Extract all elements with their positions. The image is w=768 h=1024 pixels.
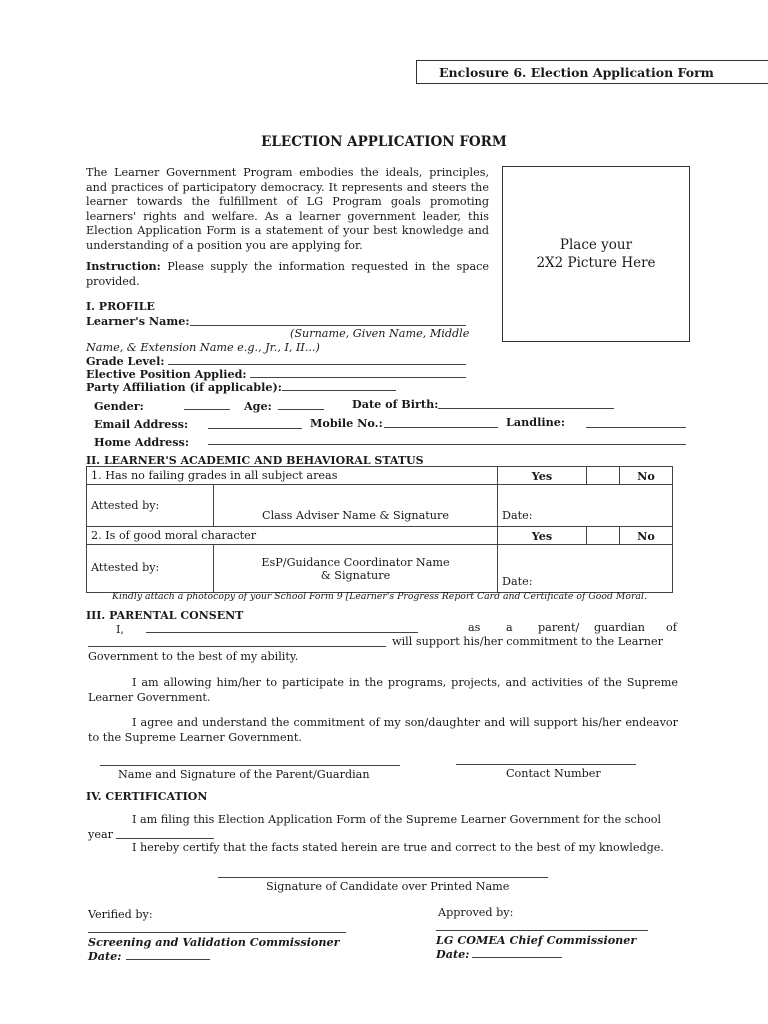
profile-heading: I. PROFILE bbox=[86, 300, 155, 313]
parent-signature-line[interactable] bbox=[100, 765, 400, 766]
academic-status-table bbox=[86, 466, 673, 593]
learners-name-label: Learner's Name: bbox=[86, 314, 190, 328]
parent-signature-label: Name and Signature of the Parent/Guardian bbox=[118, 768, 370, 781]
yes-box-1[interactable] bbox=[587, 467, 620, 485]
instruction-text: Please supply the information requested in the space provided. bbox=[86, 260, 489, 288]
enclosure-label: Enclosure 6. Election Application Form bbox=[416, 60, 768, 84]
candidate-signature-label: Signature of Candidate over Printed Name bbox=[266, 880, 510, 893]
consent-of: of bbox=[666, 621, 677, 634]
consent-a: a bbox=[506, 621, 513, 634]
elective-position-field[interactable] bbox=[250, 377, 466, 378]
no-header-1: No bbox=[620, 467, 673, 485]
criteria-item-2: 2. Is of good moral character bbox=[87, 527, 498, 545]
consent-paragraph-2: I am allowing him/her to participate in the programs, projects, and activities of the Supreme Learner Government. bbox=[88, 676, 678, 704]
consent-i: I, bbox=[116, 623, 124, 636]
parent-name-consent-field[interactable] bbox=[88, 646, 386, 647]
date-of-birth-label: Date of Birth: bbox=[352, 397, 439, 411]
screening-commissioner-label: Screening and Validation Commissioner bbox=[88, 935, 340, 949]
attachment-note: Kindly attach a photocopy of your School Form 9 [Learner's Progress Report Card and Certificate of Good Moral. bbox=[112, 591, 647, 602]
comea-date-label: Date: bbox=[436, 947, 470, 961]
certification-filing: I am filing this Election Application Form of the Supreme Learner Government for the school bbox=[132, 813, 662, 826]
yes-box-2[interactable] bbox=[587, 527, 620, 545]
landline-label: Landline: bbox=[506, 415, 565, 429]
screening-date-label: Date: bbox=[88, 949, 122, 963]
esp-signature[interactable] bbox=[214, 545, 498, 593]
home-address-field[interactable] bbox=[208, 444, 686, 445]
age-field[interactable] bbox=[278, 409, 324, 410]
consent-parent: parent/ bbox=[538, 621, 580, 634]
screening-date-field[interactable] bbox=[126, 959, 210, 960]
consent-as: as bbox=[468, 621, 481, 634]
mobile-label: Mobile No.: bbox=[310, 416, 383, 430]
verified-by-label: Verified by: bbox=[88, 908, 153, 921]
consent-government-line: Government to the best of my ability. bbox=[88, 650, 299, 663]
contact-number-line[interactable] bbox=[456, 764, 636, 765]
certification-year-label: year bbox=[88, 828, 113, 841]
instruction bbox=[86, 259, 489, 289]
school-year-field[interactable] bbox=[116, 838, 214, 839]
adviser-signature[interactable]: Class Adviser Name & Signature bbox=[214, 485, 498, 527]
grade-level-field[interactable] bbox=[168, 364, 466, 365]
grade-level-label: Grade Level: bbox=[86, 354, 165, 368]
name-hint-1: (Surname, Given Name, Middle bbox=[290, 327, 470, 340]
form-title: ELECTION APPLICATION FORM bbox=[261, 134, 507, 150]
intro-paragraph: The Learner Government Program embodies the ideals, principles, and practices of participatory democracy. It represents and steers the learner towards the fulfillment of LG Program goals promoting learners' rights and welfare. As a learner government leader, this Election Application Form is a statement of your best knowledge and understanding of a position you are applying for. bbox=[86, 166, 489, 252]
gender-field[interactable] bbox=[184, 409, 230, 410]
no-header-2: No bbox=[620, 527, 673, 545]
party-affiliation-label: Party Affiliation (if applicable): bbox=[86, 380, 282, 394]
consent-heading: III. PARENTAL CONSENT bbox=[86, 609, 244, 622]
certification-certify: I hereby certify that the facts stated herein are true and correct to the best of my knowledge. bbox=[132, 841, 664, 854]
consent-guardian: guardian bbox=[594, 621, 645, 634]
esp-date[interactable]: Date: bbox=[498, 545, 673, 593]
attested-by-label-1: Attested by: bbox=[87, 485, 214, 527]
yes-header-1: Yes bbox=[498, 467, 587, 485]
name-hint-2: Name, & Extension Name e.g., Jr., I, II...) bbox=[86, 341, 320, 354]
attested-by-label-2: Attested by: bbox=[87, 545, 214, 593]
photo-box[interactable] bbox=[502, 166, 690, 342]
age-label: Age: bbox=[244, 399, 272, 413]
photo-box-line1: Place your bbox=[559, 237, 633, 253]
learner-name-consent-field[interactable] bbox=[146, 632, 418, 633]
home-address-label: Home Address: bbox=[94, 435, 189, 449]
party-affiliation-field[interactable] bbox=[282, 390, 396, 391]
approved-by-label: Approved by: bbox=[438, 906, 514, 919]
comea-date-field[interactable] bbox=[472, 957, 562, 958]
certification-heading: IV. CERTIFICATION bbox=[86, 790, 208, 803]
esp-sig-line1: EsP/Guidance Coordinator Name bbox=[261, 555, 450, 569]
candidate-signature-line[interactable] bbox=[218, 877, 548, 878]
date-of-birth-field[interactable] bbox=[438, 408, 614, 409]
elective-position-label: Elective Position Applied: bbox=[86, 367, 247, 381]
yes-header-2: Yes bbox=[498, 527, 587, 545]
instruction-label: Instruction: bbox=[86, 259, 161, 273]
email-label: Email Address: bbox=[94, 417, 189, 431]
academic-heading: II. LEARNER'S ACADEMIC AND BEHAVIORAL STATUS bbox=[86, 454, 424, 467]
consent-will-support: will support his/her commitment to the Learner bbox=[392, 635, 663, 648]
photo-box-line2: 2X2 Picture Here bbox=[536, 255, 656, 271]
landline-field[interactable] bbox=[586, 427, 686, 428]
esp-sig-line2: & Signature bbox=[320, 568, 391, 582]
consent-paragraph-3: I agree and understand the commitment of my son/daughter and will support his/her endeavor to the Supreme Learner Government. bbox=[88, 716, 678, 744]
email-field[interactable] bbox=[208, 428, 302, 429]
criteria-item-1: 1. Has no failing grades in all subject areas bbox=[87, 467, 498, 485]
gender-label: Gender: bbox=[94, 399, 144, 413]
contact-number-label: Contact Number bbox=[506, 767, 601, 780]
adviser-date[interactable]: Date: bbox=[498, 485, 673, 527]
comea-signature-line[interactable] bbox=[436, 930, 648, 931]
mobile-field[interactable] bbox=[384, 427, 498, 428]
comea-commissioner-label: LG COMEA Chief Commissioner bbox=[436, 933, 637, 947]
screening-signature-line[interactable] bbox=[88, 932, 346, 933]
learners-name-field[interactable] bbox=[190, 325, 466, 326]
